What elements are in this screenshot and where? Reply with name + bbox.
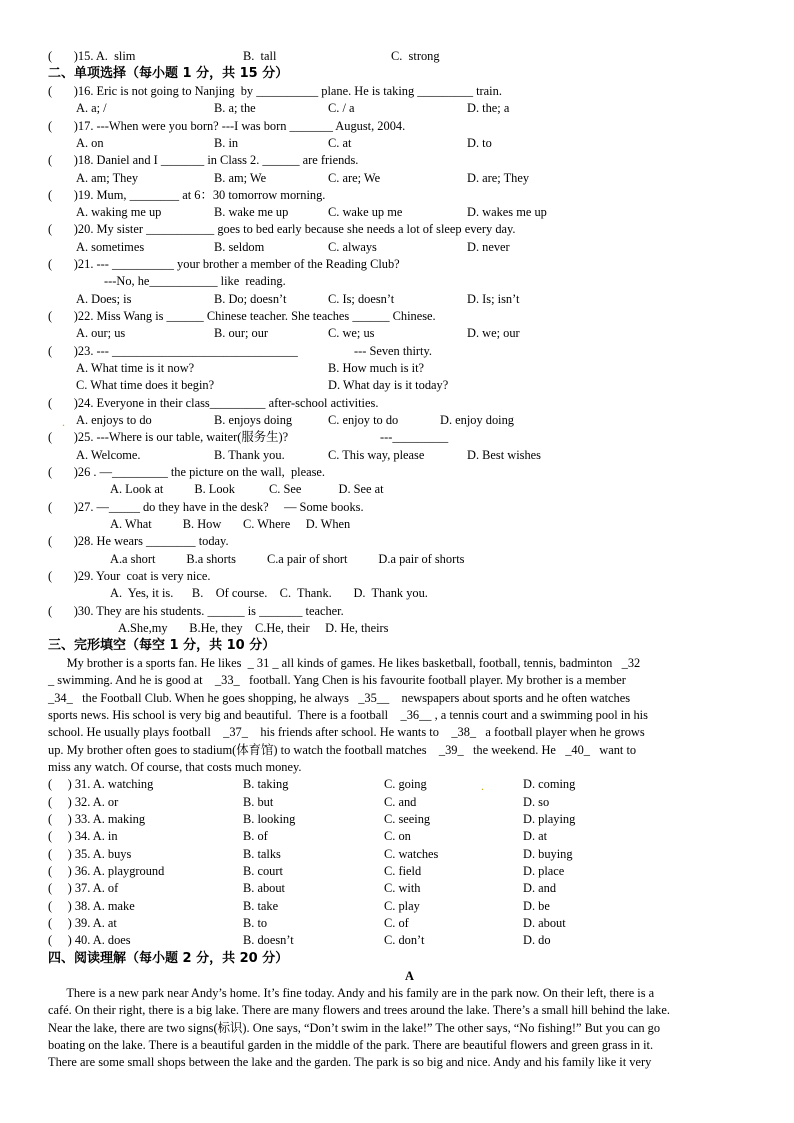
option-b: B. to: [243, 916, 268, 930]
option-b: B. a; the: [214, 101, 256, 115]
option-b: B. taking: [243, 777, 289, 791]
option-a: A. Does; is: [76, 292, 132, 306]
question-stem: ( )15. A. slim: [48, 49, 136, 63]
option-c: C. seeing: [384, 812, 431, 826]
cloze-option-31: ( ) 31. A. watching: [48, 777, 154, 791]
option-d: D. are; They: [467, 171, 530, 185]
reading-line: Near the lake, there are two signs(标识). One says, “Don’t swim in the lake!” The other says, “No fishing!” But you can go: [48, 1021, 661, 1035]
option-d: D. What day is it today?: [328, 378, 449, 392]
cloze-option-37: ( ) 37. A. of: [48, 881, 119, 895]
cloze-option-36: ( ) 36. A. playground: [48, 864, 165, 878]
option-d: D. coming: [523, 777, 576, 791]
cloze-option-33: ( ) 33. A. making: [48, 812, 146, 826]
option-b: B. seldom: [214, 240, 265, 254]
option-d: D. Is; isn’t: [467, 292, 520, 306]
cloze-option-39: ( ) 39. A. at: [48, 916, 117, 930]
cloze-line: My brother is a sports fan. He likes _ 31 _ all kinds of games. He likes basketball, football, tennis, badminton _32: [48, 656, 641, 670]
option-b: B. enjoys doing: [214, 413, 293, 427]
option-b: B. but: [243, 795, 274, 809]
option-c: C. This way, please: [328, 448, 425, 462]
option-b: B. Thank you.: [214, 448, 285, 462]
cloze-line: _34_ the Football Club. When he goes shopping, he always _35__ newspapers about sports and he often watches: [48, 691, 631, 705]
question-21-stem: ( )21. --- __________ your brother a member of the Reading Club?: [48, 257, 400, 271]
option-d: D. place: [523, 864, 565, 878]
option-d: D. be: [523, 899, 550, 913]
option-b: B. am; We: [214, 171, 267, 185]
option-c: C. at: [328, 136, 352, 150]
option-c: C. don’t: [384, 933, 425, 947]
option-d: D. wakes me up: [467, 205, 547, 219]
option-c: C. of: [384, 916, 409, 930]
question-30-options: A.She,my B.He, they C.He, their D. He, theirs: [118, 621, 389, 635]
option-a: A. our; us: [76, 326, 126, 340]
option-b: B. How much is it?: [328, 361, 425, 375]
cloze-line: sports news. His school is very big and beautiful. There is a football _36__ , a tennis court and a swimming pool in his: [48, 708, 648, 722]
question-23-reply: --- Seven thirty.: [354, 344, 432, 358]
section-title-cloze: 三、完形填空（每空 1 分，共 10 分）: [48, 638, 276, 653]
reading-line: There are some small shops between the lake and the garden. The park is so big and nice. Andy and his family like it very: [48, 1055, 652, 1069]
option-d: D. and: [523, 881, 557, 895]
option-b: B. doesn’t: [243, 933, 294, 947]
question-22-stem: ( )22. Miss Wang is ______ Chinese teacher. She teaches ______ Chinese.: [48, 309, 436, 323]
option-a: A. on: [76, 136, 104, 150]
option-c: C. with: [384, 881, 421, 895]
stray-mark: .: [481, 779, 484, 793]
option-a: A. sometimes: [76, 240, 145, 254]
passage-label: A: [405, 969, 414, 983]
option-d: D. Best wishes: [467, 448, 541, 462]
question-28-stem: ( )28. He wears ________ today.: [48, 534, 229, 548]
option-c: C. are; We: [328, 171, 381, 185]
stray-mark: .: [62, 415, 65, 429]
question-27-options: A. What B. How C. Where D. When: [110, 517, 351, 531]
question-16-stem: ( )16. Eric is not going to Nanjing by __________ plane. He is taking _________ train.: [48, 84, 502, 98]
option-d: D. buying: [523, 847, 573, 861]
question-24-stem: ( )24. Everyone in their class_________ after-school activities.: [48, 396, 379, 410]
option-c: C. field: [384, 864, 422, 878]
cloze-option-35: ( ) 35. A. buys: [48, 847, 132, 861]
reading-line: There is a new park near Andy’s home. It’s fine today. Andy and his family are in the park now. On their left, there is a: [48, 986, 655, 1000]
cloze-option-34: ( ) 34. A. in: [48, 829, 118, 843]
option-a: A. enjoys to do: [76, 413, 152, 427]
option-d: D. about: [523, 916, 566, 930]
question-23-stem: ( )23. --- ______________________________: [48, 344, 298, 358]
question-21-reply: ---No, he___________ like reading.: [104, 274, 286, 288]
option-b: B. Do; doesn’t: [214, 292, 287, 306]
option-c: C. enjoy to do: [328, 413, 399, 427]
option-c: C. watches: [384, 847, 439, 861]
question-20-stem: ( )20. My sister ___________ goes to bed early because she needs a lot of sleep every day.: [48, 222, 516, 236]
option-d: D. to: [467, 136, 492, 150]
option-b: B. our; our: [214, 326, 269, 340]
option-c: C. Is; doesn’t: [328, 292, 395, 306]
question-15: [48, 48, 135, 65]
section-title-multiple-choice: 二、单项选择（每小题 1 分，共 15 分）: [48, 66, 289, 81]
cloze-line: miss any watch. Of course, that costs much money.: [48, 760, 302, 774]
option-a: A. waking me up: [76, 205, 162, 219]
option-c: C. on: [384, 829, 411, 843]
question-26-stem: ( )26 . —_________ the picture on the wall, please.: [48, 465, 326, 479]
question-26-options: A. Look at B. Look C. See D. See at: [110, 482, 384, 496]
reading-line: boating on the lake. There is a beautiful garden in the middle of the park. There are beautiful flowers and green grass in it.: [48, 1038, 654, 1052]
cloze-option-40: ( ) 40. A. does: [48, 933, 131, 947]
question-25-reply: ---_________: [380, 430, 449, 444]
question-18-stem: ( )18. Daniel and I _______ in Class 2. ______ are friends.: [48, 153, 359, 167]
option-b: B. court: [243, 864, 283, 878]
option-d: D. at: [523, 829, 548, 843]
option-c: C. we; us: [328, 326, 375, 340]
question-28-options: A.a short B.a shorts C.a pair of short D.a pair of shorts: [110, 552, 465, 566]
question-29-options: A. Yes, it is. B. Of course. C. Thank. D. Thank you.: [110, 586, 428, 600]
option-c: C. strong: [391, 49, 440, 63]
option-d: D. do: [523, 933, 551, 947]
question-25-stem: ( )25. ---Where is our table, waiter(服务生)?: [48, 430, 289, 444]
option-d: D. we; our: [467, 326, 520, 340]
reading-line: café. On their right, there is a big lake. There are many flowers and trees around the lake. There’s a small hill behind the lake.: [48, 1003, 670, 1017]
option-c: C. always: [328, 240, 377, 254]
cloze-line: school. He usually plays football _37_ his friends after school. He wants to _38_ a football player when he grows: [48, 725, 645, 739]
option-d: D. never: [467, 240, 510, 254]
option-b: B. looking: [243, 812, 296, 826]
option-c: C. play: [384, 899, 420, 913]
question-27-stem: ( )27. —_____ do they have in the desk? — Some books.: [48, 500, 364, 514]
option-d: D. playing: [523, 812, 576, 826]
option-c: C. What time does it begin?: [76, 378, 215, 392]
question-19-stem: ( )19. Mum, ________ at 6：30 tomorrow morning.: [48, 188, 326, 202]
option-a: A. a; /: [76, 101, 107, 115]
cloze-line: up. My brother often goes to stadium(体育馆) to watch the football matches _39_ the weekend. He _40_ want to: [48, 743, 637, 757]
option-b: B. wake me up: [214, 205, 289, 219]
option-b: B. in: [214, 136, 239, 150]
option-b: B. tall: [243, 49, 277, 63]
option-a: A. am; They: [76, 171, 139, 185]
question-17-stem: ( )17. ---When were you born? ---I was born _______ August, 2004.: [48, 119, 406, 133]
option-d: D. enjoy doing: [440, 413, 514, 427]
option-c: C. and: [384, 795, 417, 809]
option-a: A. What time is it now?: [76, 361, 195, 375]
cloze-option-32: ( ) 32. A. or: [48, 795, 119, 809]
cloze-option-38: ( ) 38. A. make: [48, 899, 135, 913]
option-c: C. / a: [328, 101, 355, 115]
option-b: B. take: [243, 899, 279, 913]
question-30-stem: ( )30. They are his students. ______ is _______ teacher.: [48, 604, 344, 618]
question-29-stem: ( )29. Your coat is very nice.: [48, 569, 211, 583]
option-c: C. wake up me: [328, 205, 403, 219]
option-d: D. the; a: [467, 101, 510, 115]
section-title-reading: 四、阅读理解（每小题 2 分，共 20 分）: [48, 951, 289, 966]
option-b: B. talks: [243, 847, 281, 861]
option-b: B. of: [243, 829, 268, 843]
option-d: D. so: [523, 795, 550, 809]
option-a: A. Welcome.: [76, 448, 141, 462]
cloze-line: _ swimming. And he is good at _33_ football. Yang Chen is his favourite football player. My brother is a member: [48, 673, 626, 687]
option-c: C. going: [384, 777, 427, 791]
option-b: B. about: [243, 881, 285, 895]
